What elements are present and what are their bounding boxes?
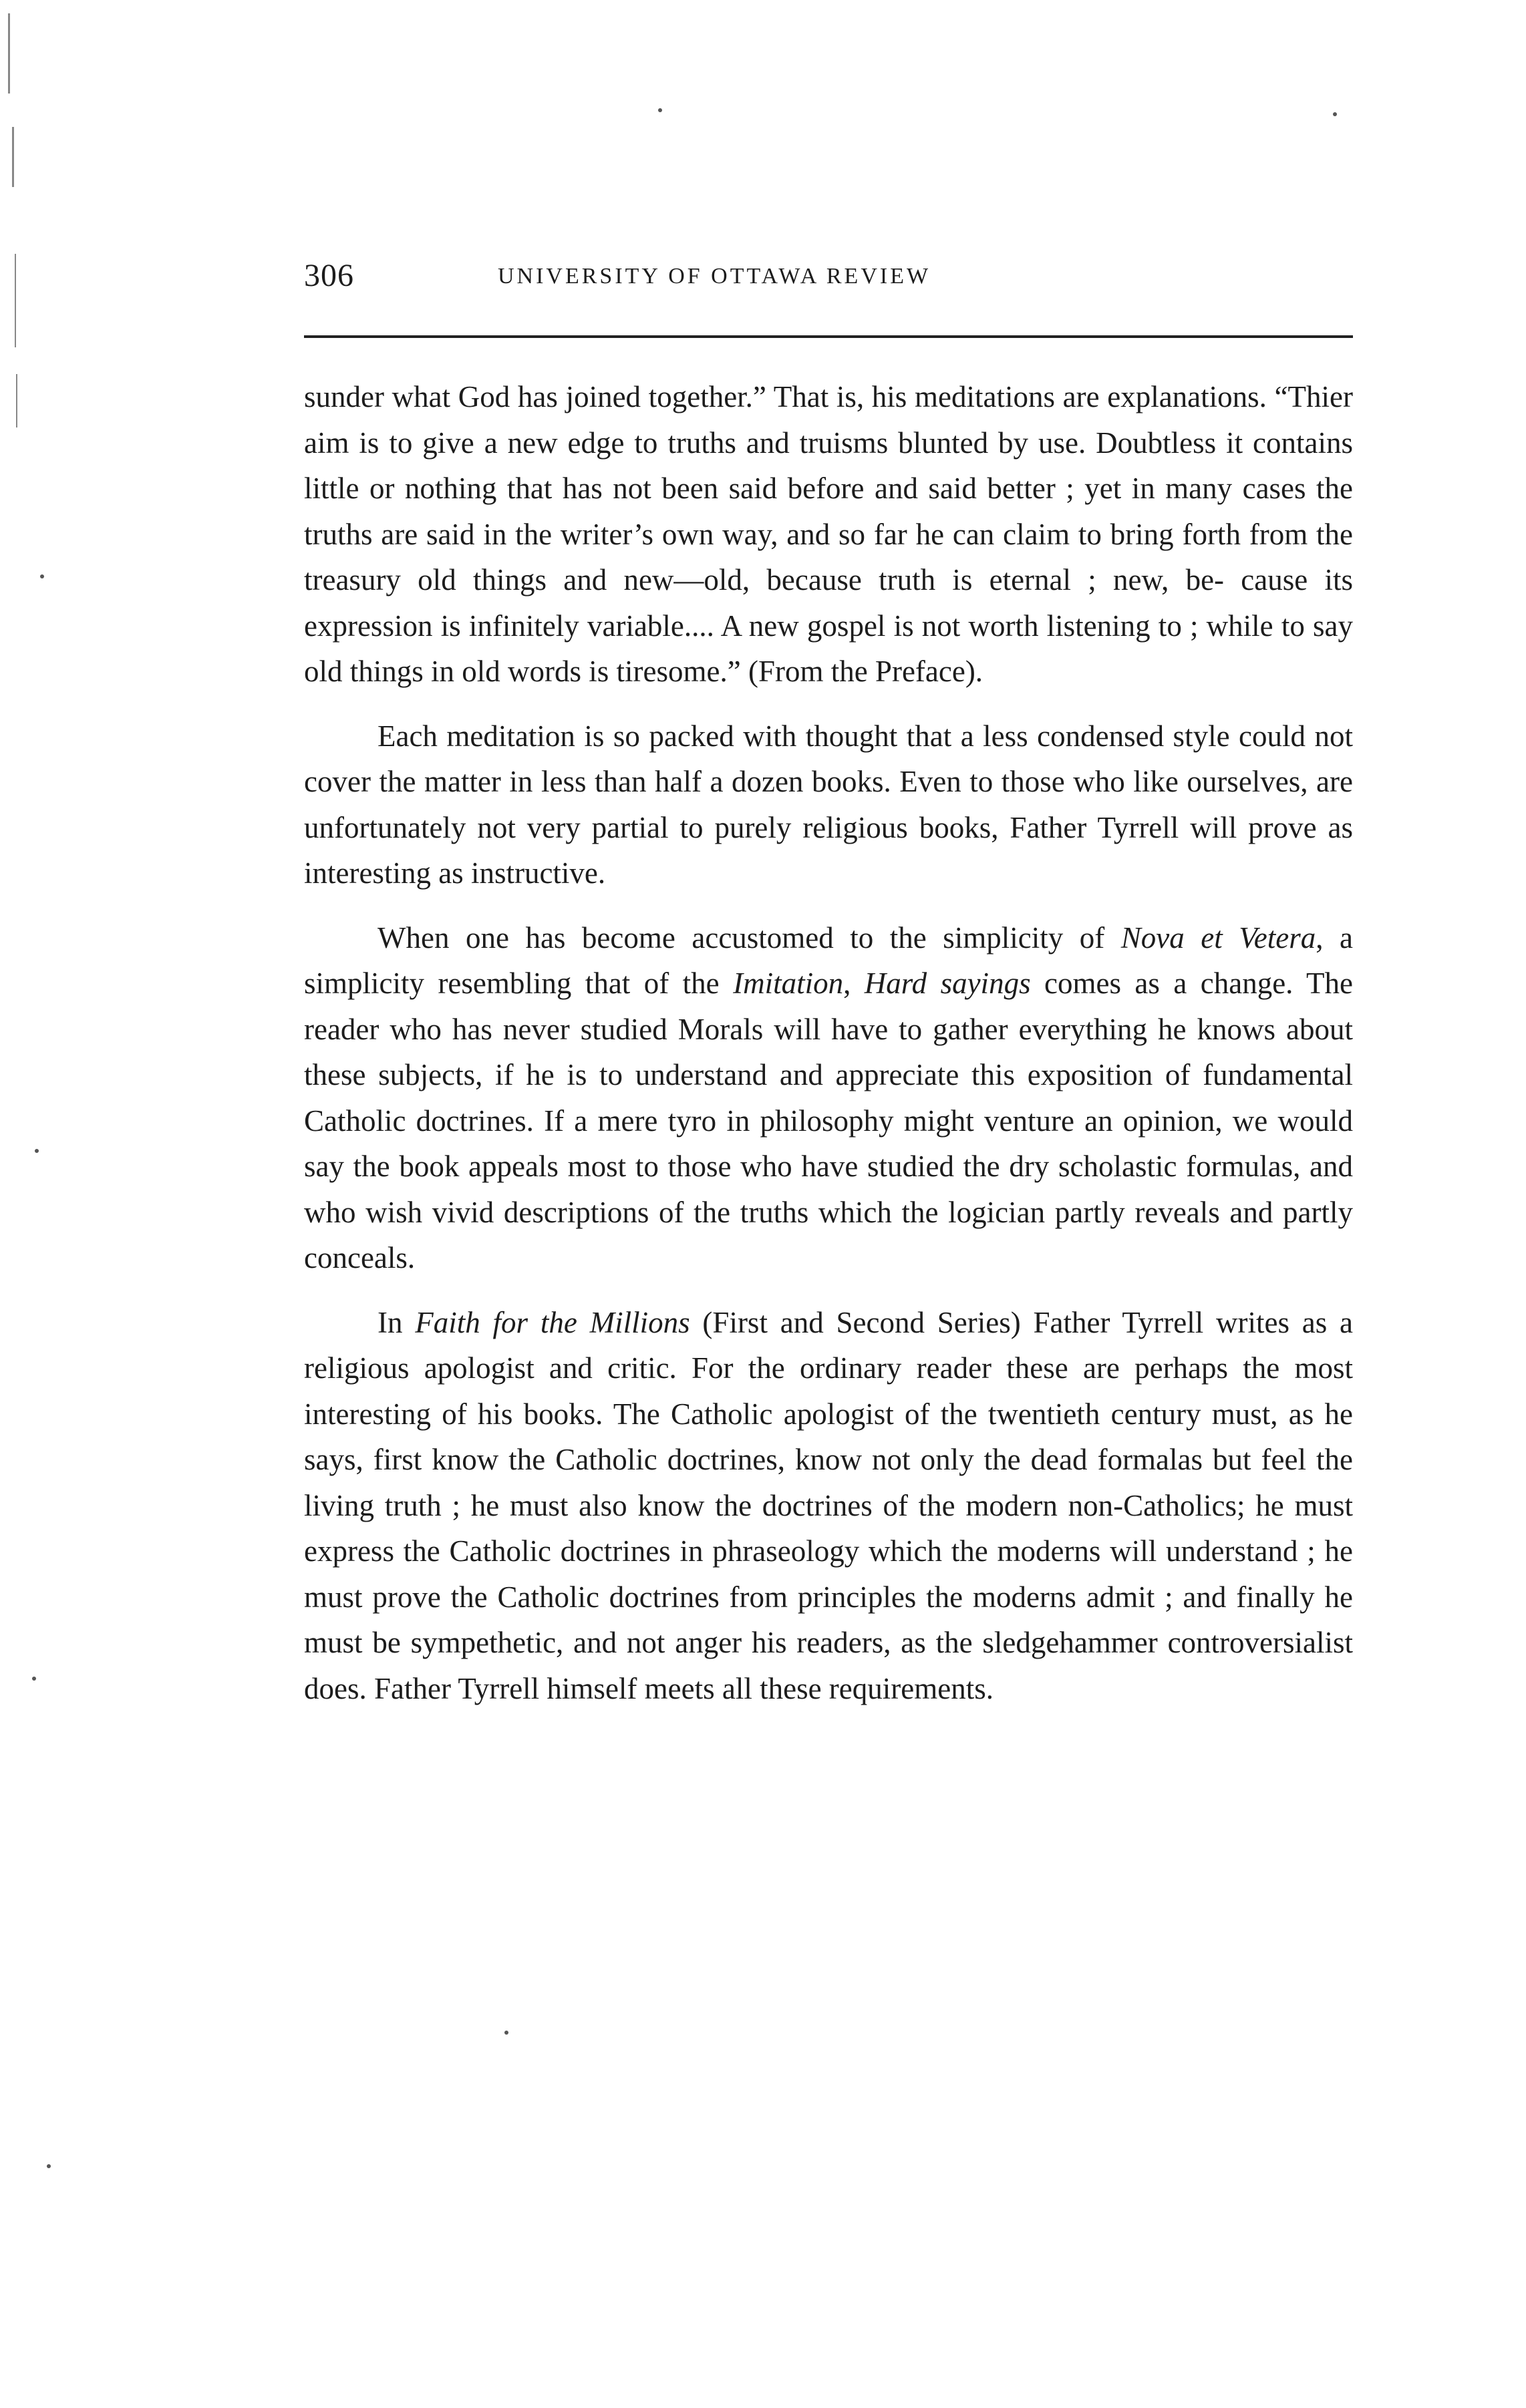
italic-title: Imitation [733, 967, 844, 1000]
scan-edge-mark [12, 127, 14, 187]
text-segment: In [377, 1305, 416, 1339]
paragraph-each-meditation [304, 713, 1353, 896]
paragraph-continuation [304, 374, 1353, 695]
scan-speck [504, 2031, 508, 2035]
page-number: 306 [304, 258, 354, 293]
text-segment: comes as a change. The reader who has never studied Morals will have to gather everything he knows about these subjects, if he is to understand and appreciate this exposition of fundamental Catholic doctrines. If a mere tyro in philosophy might venture an opinion, we would say the book appeals most to those who have studied the dry scholastic formulas, and who wish vivid descriptions of the truths which the logician partly reveals and partly conceals. [304, 967, 1354, 1274]
body-text [304, 374, 1353, 1730]
scan-speck [658, 108, 662, 112]
italic-title: Nova et Vetera [1120, 920, 1316, 955]
text-segment: , [843, 967, 865, 1000]
paragraph-nova-et-vetera [304, 915, 1353, 1281]
text-segment: Each meditation is so packed with thought that a less condensed style could not cover the matter in less than half a dozen books. Even to those who like ourselves, are unfortunately not very partial to purely religious books, Father Tyrrell will prove as interesting as instructive. [304, 719, 1353, 890]
scan-speck [1333, 112, 1337, 116]
running-head: UNIVERSITY OF OTTAWA REVIEW [498, 264, 931, 289]
page-header [304, 257, 1353, 297]
scan-speck [32, 1677, 36, 1681]
text-segment: When one has become accustomed to the simplicity of [377, 920, 1121, 955]
scan-speck [35, 1149, 39, 1153]
italic-title: Hard sayings [864, 967, 1031, 1000]
header-rule [304, 335, 1353, 338]
text-segment: , a simplicity resembling that of the [304, 920, 1353, 1000]
scan-edge-mark [15, 254, 16, 347]
text-segment: sunder what God has joined together.” That is, his meditations are explanations. “Thier aim is to give a new edge to truths and truisms blunted by use. Doubtless it contains little or nothing that has not been said before and said better ; yet in many cases the truths are said in the writer’s own way, and so far he can claim to bring forth from the treasury old things and new—old, because truth is eternal ; new, be- cause its expression is infinitely variable.... A new gospel is not worth listening to ; while to say old things in old words is tiresome.” (From the Preface). [304, 380, 1353, 688]
scan-speck [40, 574, 44, 578]
paragraph-faith-for-the-millions [304, 1300, 1353, 1712]
scan-speck [47, 2164, 51, 2168]
scan-edge-mark [8, 13, 10, 94]
italic-title: Faith for the Millions [415, 1305, 690, 1339]
text-segment: (First and Second Series) Father Tyrrell writes as a religious apologist and critic. For the ordinary reader these are perhaps the most interesting of his books. The Catholic apologist of the twentieth century must, as he says, first know the Catholic doctrines, know not only the dead formalas but feel the living truth ; he must also know the doctrines of the modern non-Catholics; he must express the Catholic doctrines in phraseology which the moderns will understand ; he must prove the Catholic doctrines from principles the moderns admit ; and finally he must be sympethetic, and not anger his readers, as the sledgehammer controversialist does. Father Tyrrell himself meets all these requirements. [304, 1305, 1353, 1705]
scan-edge-mark [16, 374, 17, 427]
